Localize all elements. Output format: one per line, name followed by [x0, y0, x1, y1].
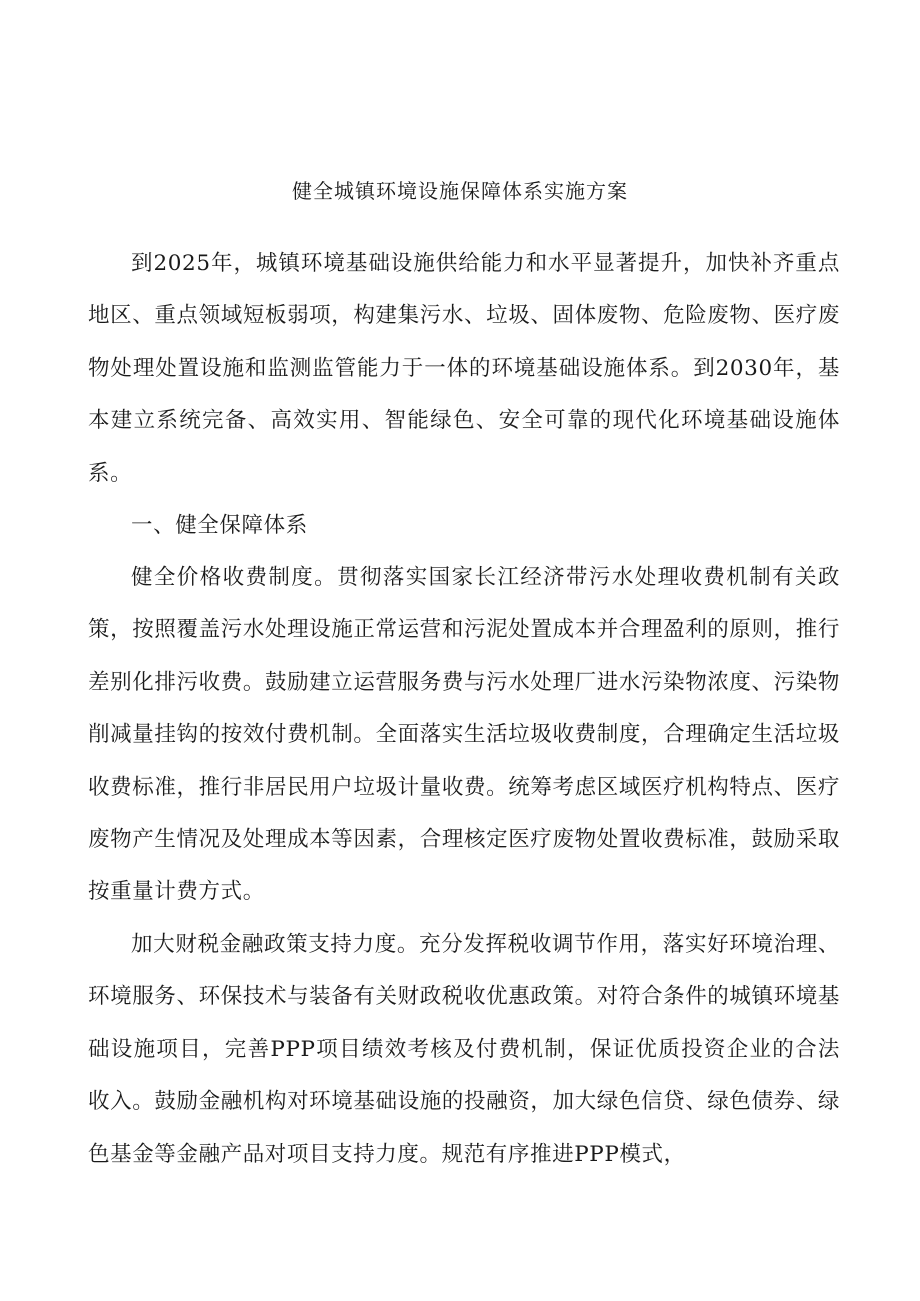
- paragraph-text: 健全价格收费制度。贯彻落实国家长江经济带污水处理收费机制有关政策，按照覆盖污水处理设施正常运营和污泥处置成本并合理盈利的原则，推行差别化排污收费。鼓励建立运营服务费与污水处理厂进水污染物浓度、污染物削减量挂钩的按效付费机制。全面落实生活垃圾收费制度，合理确定生活垃圾收费标准，推行非居民用户垃圾计量收费。统筹考虑区域医疗机构特点、医疗废物产生情况及处理成本等因素，合理核定医疗废物处置收费标准，鼓励采取按重量计费方式。: [88, 565, 840, 905]
- paragraph-pricing: [88, 552, 840, 919]
- paragraph-text: 到2025年，城镇环境基础设施供给能力和水平显著提升，加快补齐重点地区、重点领域短板弱项，构建集污水、垃圾、固体废物、危险废物、医疗废物处理处置设施和监测监管能力于一体的环境基础设施体系。到2030年，基本建立系统完备、高效实用、智能绿色、安全可靠的现代化环境基础设施体系。: [88, 251, 840, 486]
- paragraph-finance: [88, 919, 840, 1181]
- section-heading: 一、健全保障体系: [131, 513, 308, 538]
- paragraph-text: 加大财税金融政策支持力度。充分发挥税收调节作用，落实好环境治理、环境服务、环保技术与装备有关财政税收优惠政策。对符合条件的城镇环境基础设施项目，完善PPP项目绩效考核及付费机制，保证优质投资企业的合法收入。鼓励金融机构对环境基础设施的投融资，加大绿色信贷、绿色债券、绿色基金等金融产品对项目支持力度。规范有序推进PPP模式，: [88, 932, 840, 1167]
- document-title: 健全城镇环境设施保障体系实施方案: [292, 179, 628, 203]
- paragraph-targets: [88, 238, 840, 500]
